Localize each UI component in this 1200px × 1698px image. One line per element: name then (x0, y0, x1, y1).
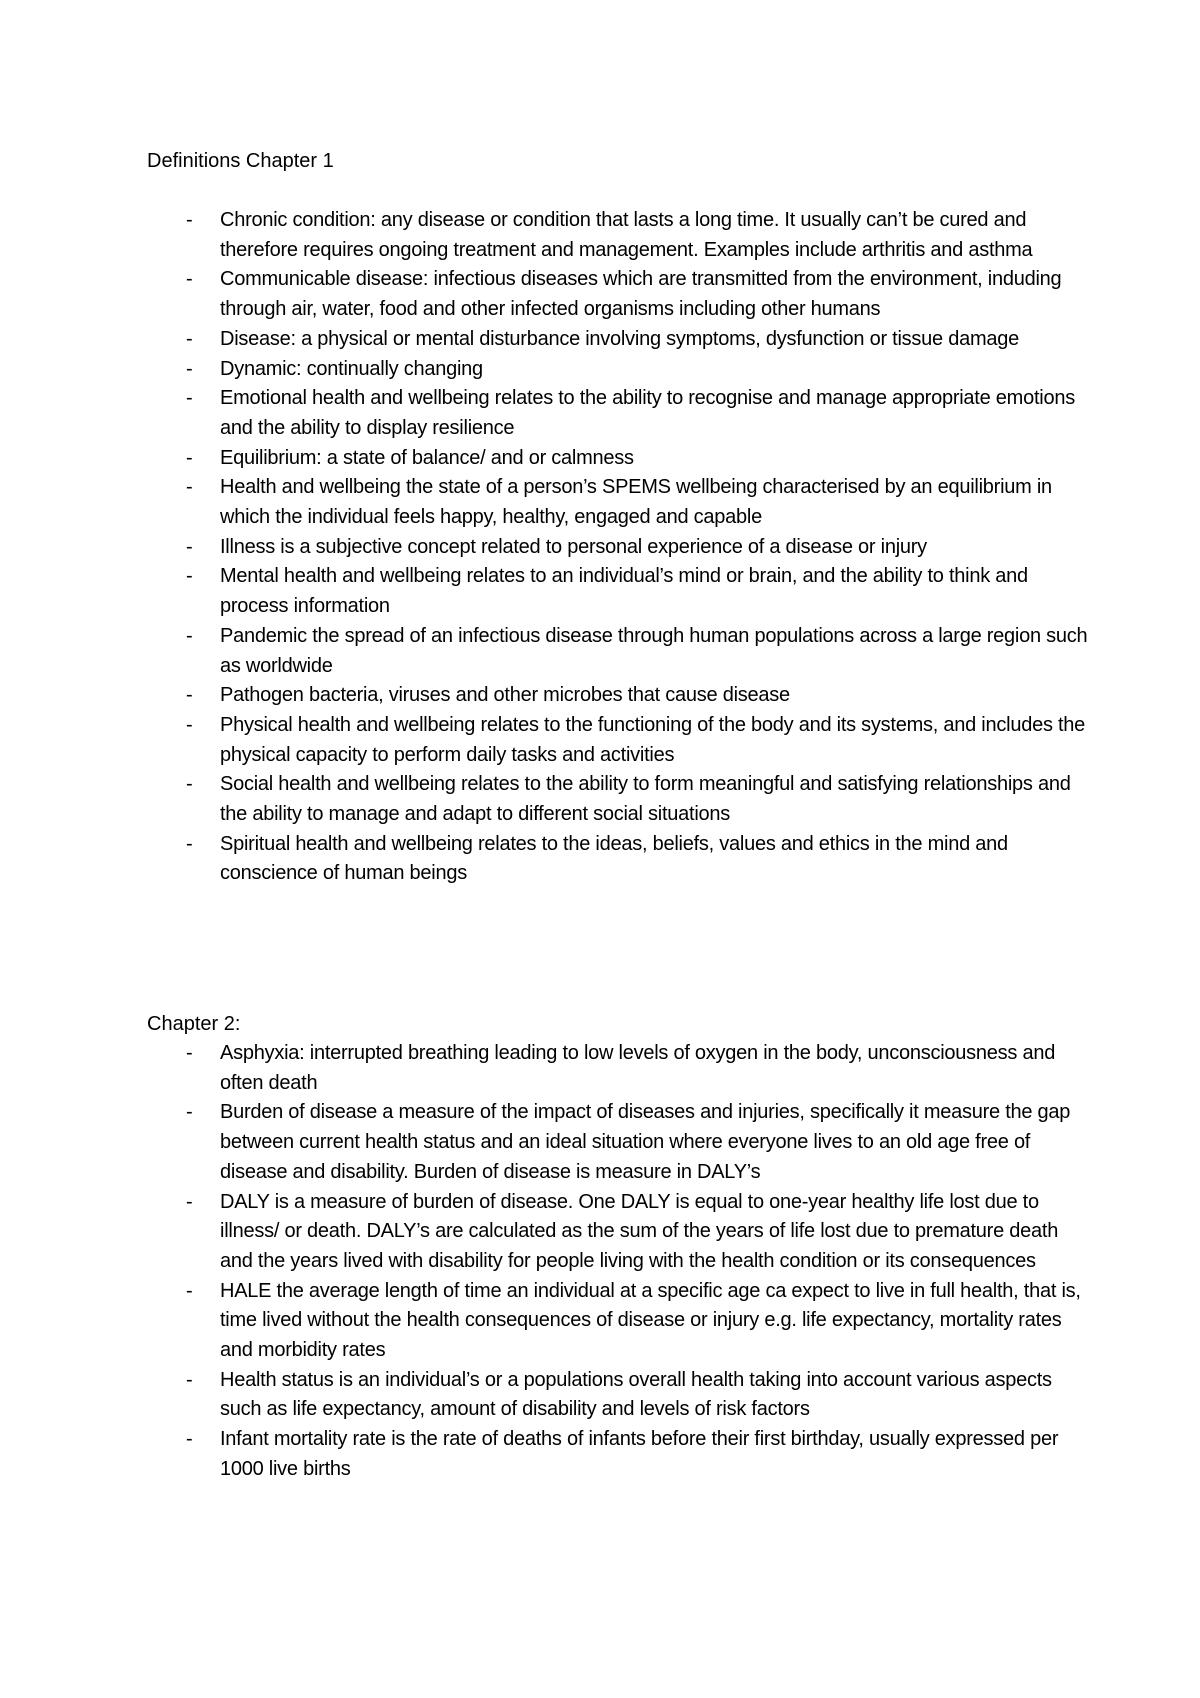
dash-bullet: - (186, 684, 193, 707)
definition-item (0, 1425, 1090, 1484)
dash-bullet: - (186, 1190, 193, 1213)
definition-text: Chronic condition: any disease or condition that lasts a long time. It usually can’t be cured and therefore requires ongoing treatment and management. Examples include arthritis and asthma (220, 209, 1033, 261)
definition-text: HALE the average length of time an individual at a specific age ca expect to live in full health, that is, time lived without the health consequences of disease or injury e.g. life expectancy, mortality rates and morbidity rates (220, 1279, 1081, 1362)
definition-item (0, 1039, 1090, 1098)
definition-item (0, 711, 1090, 770)
dash-bullet: - (186, 209, 193, 231)
definition-text: Infant mortality rate is the rate of deaths of infants before their first birthday, usually expressed per 1000 live births (220, 1428, 1059, 1480)
definition-item (0, 1277, 1090, 1366)
definition-item (0, 444, 1090, 474)
dash-bullet: - (186, 268, 193, 291)
dash-bullet: - (186, 357, 193, 380)
dash-bullet: - (186, 624, 193, 647)
definition-text: Equilibrium: a state of balance/ and or calmness (220, 446, 634, 469)
definition-item (0, 533, 1090, 563)
dash-bullet: - (186, 327, 193, 350)
dash-bullet: - (186, 387, 193, 410)
dash-bullet: - (186, 773, 193, 796)
definition-item (0, 265, 1090, 324)
definition-text: Physical health and wellbeing relates to the functioning of the body and its systems, and includes the physical capacity to perform daily tasks and activities (220, 713, 1086, 766)
definition-item (0, 1366, 1090, 1425)
definition-text: Mental health and wellbeing relates to an individual’s mind or brain, and the ability to think and process information (220, 565, 1028, 618)
chapter-1-definition-list (0, 206, 1200, 889)
definition-item (0, 770, 1090, 829)
definition-text: Health status is an individual’s or a populations overall health taking into account various aspects such as life expectancy, amount of disability and levels of risk factors (220, 1368, 1052, 1421)
definition-text: Health and wellbeing the state of a person’s SPEMS wellbeing characterised by an equilibrium in which the individual feels happy, healthy, engaged and capable (220, 476, 1052, 529)
definition-item (0, 1188, 1090, 1277)
definition-item (0, 681, 1090, 711)
dash-bullet: - (186, 1428, 193, 1451)
definition-text: Emotional health and wellbeing relates to the ability to recognise and manage appropriate emotions and the ability to display resilience (220, 387, 1075, 439)
definition-text: Burden of disease a measure of the impact of diseases and injuries, specifically it measure the gap between current health status and an ideal situation where everyone lives to an old age free of disease and disability. Burden of disease is measure in DALY’s (220, 1101, 1071, 1183)
definition-item (0, 325, 1090, 355)
definition-text: Communicable disease: infectious diseases which are transmitted from the environment, induding through air, water, food and other infected organisms including other humans (220, 268, 1062, 321)
definition-text: Pandemic the spread of an infectious disease through human populations across a large region such as worldwide (220, 624, 1088, 677)
dash-bullet: - (186, 713, 193, 736)
definition-item (0, 830, 1090, 889)
chapter-2-heading: Chapter 2: (147, 1013, 241, 1035)
dash-bullet: - (186, 1042, 193, 1064)
chapter-1-heading: Definitions Chapter 1 (147, 150, 334, 172)
dash-bullet: - (186, 535, 193, 558)
definition-text: Spiritual health and wellbeing relates to the ideas, beliefs, values and ethics in the mind and conscience of human beings (220, 832, 1008, 885)
definition-item (0, 206, 1090, 265)
definition-text: DALY is a measure of burden of disease. One DALY is equal to one-year healthy life lost due to illness/ or death. DALY’s are calculated as the sum of the years of life lost due to premature death and the years lived with disability for people living with the health condition or its consequences (220, 1190, 1059, 1272)
definition-item (0, 384, 1090, 443)
definition-text: Pathogen bacteria, viruses and other microbes that cause disease (220, 684, 790, 707)
dash-bullet: - (186, 565, 193, 588)
definition-item (0, 355, 1090, 385)
definition-text: Social health and wellbeing relates to the ability to form meaningful and satisfying relationships and the ability to manage and adapt to different social situations (220, 773, 1071, 826)
definition-text: Asphyxia: interrupted breathing leading to low levels of oxygen in the body, unconsciousness and often death (220, 1042, 1056, 1094)
dash-bullet: - (186, 832, 193, 855)
dash-bullet: - (186, 1101, 193, 1124)
definition-text: Dynamic: continually changing (220, 357, 483, 380)
definition-text: Disease: a physical or mental disturbance involving symptoms, dysfunction or tissue damage (220, 327, 1020, 350)
definition-text: Illness is a subjective concept related to personal experience of a disease or injury (220, 535, 927, 558)
chapter-2-definition-list (0, 1039, 1200, 1485)
definition-item (0, 622, 1090, 681)
definition-item (0, 1098, 1090, 1187)
definition-item (0, 473, 1090, 532)
dash-bullet: - (186, 446, 193, 469)
dash-bullet: - (186, 476, 193, 499)
definition-item (0, 562, 1090, 621)
dash-bullet: - (186, 1279, 193, 1302)
dash-bullet: - (186, 1368, 193, 1391)
